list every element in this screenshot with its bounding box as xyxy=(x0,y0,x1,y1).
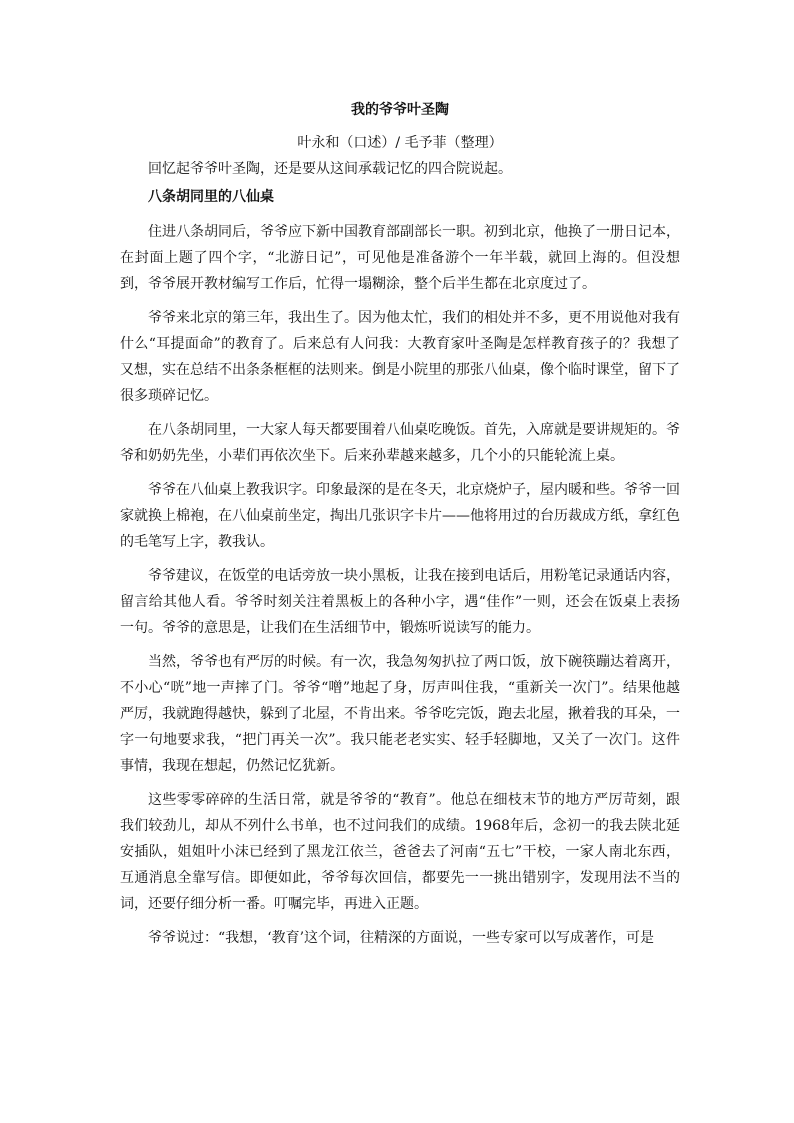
body-paragraph: 爷爷在八仙桌上教我识字。印象最深的是在冬天，北京烧炉子，屋内暖和些。爷爷一回家就换上棉袍，在八仙桌前坐定，掏出几张识字卡片——他将用过的台历裁成方纸，拿红色的毛笔写上字，教我认。 xyxy=(120,482,680,550)
body-paragraph: 爷爷建议，在饭堂的电话旁放一块小黑板，让我在接到电话后，用粉笔记录通话内容，留言给其他人看。爷爷时刻关注着黑板上的各种小字，遇“佳作”一则，还会在饭桌上表扬一句。爷爷的意思是，让我们在生活细节中，锻炼听说读写的能力。 xyxy=(120,568,680,636)
article-byline: 叶永和（口述）/ 毛予菲（整理） xyxy=(297,135,503,151)
section-heading: 八条胡同里的八仙桌 xyxy=(148,189,274,205)
body-paragraph: 住进八条胡同后，爷爷应下新中国教育部副部长一职。初到北京，他换了一册日记本，在封面上题了四个字，“北游日记”，可见他是准备游个一年半载，就回上海的。但没想到，爷爷展开教材编写工作后，忙得一塌糊涂，整个后半生都在北京度过了。 xyxy=(120,224,680,292)
body-paragraph: 当然，爷爷也有严厉的时候。有一次，我急匆匆扒拉了两口饭，放下碗筷蹦达着离开，不小心“咣”地一声摔了门。爷爷“噌”地起了身，厉声叫住我，“重新关一次门”。结果他越严厉，我就跑得越快，躲到了北屋，不肯出来。爷爷吃完饭，跑去北屋，揪着我的耳朵，一字一句地要求我，“把门再关一次”。我只能老老实实、轻手轻脚地，又关了一次门。这件事情，我现在想起，仍然记忆犹新。 xyxy=(120,654,680,774)
body-paragraph: 这些零零碎碎的生活日常，就是爷爷的“教育”。他总在细枝末节的地方严厉苛刻，跟我们较劲儿，却从不列什么书单，也不过问我们的成绩。1968年后，念初一的我去陕北延安插队，姐姐叶小沫已经到了黑龙江依兰，爸爸去了河南“五七”干校，一家人南北东西，互通消息全靠写信。即便如此，爷爷每次回信，都要先一一挑出错别字，发现用法不当的词，还要仔细分析一番。叮嘱完毕，再进入正题。 xyxy=(120,792,680,912)
body-paragraph: 在八条胡同里，一大家人每天都要围着八仙桌吃晚饭。首先，入席就是要讲规矩的。爷爷和奶奶先坐，小辈们再依次坐下。后来孙辈越来越多，几个小的只能轮流上桌。 xyxy=(120,422,680,464)
intro-paragraph: 回忆起爷爷叶圣陶，还是要从这间承载记忆的四合院说起。 xyxy=(148,161,512,177)
body-paragraph: 爷爷说过：“我想，‘教育’这个词，往精深的方面说，一些专家可以写成著作，可是 xyxy=(148,930,655,946)
body-paragraph: 爷爷来北京的第三年，我出生了。因为他太忙，我们的相处并不多，更不用说他对我有什么“耳提面命”的教育了。后来总有人问我：大教育家叶圣陶是怎样教育孩子的？我想了又想，实在总结不出条条框框的法则来。倒是小院里的那张八仙桌，像个临时课堂，留下了很多琐碎记忆。 xyxy=(120,310,680,404)
article-title: 我的爷爷叶圣陶 xyxy=(351,102,449,118)
document-page xyxy=(120,100,680,951)
